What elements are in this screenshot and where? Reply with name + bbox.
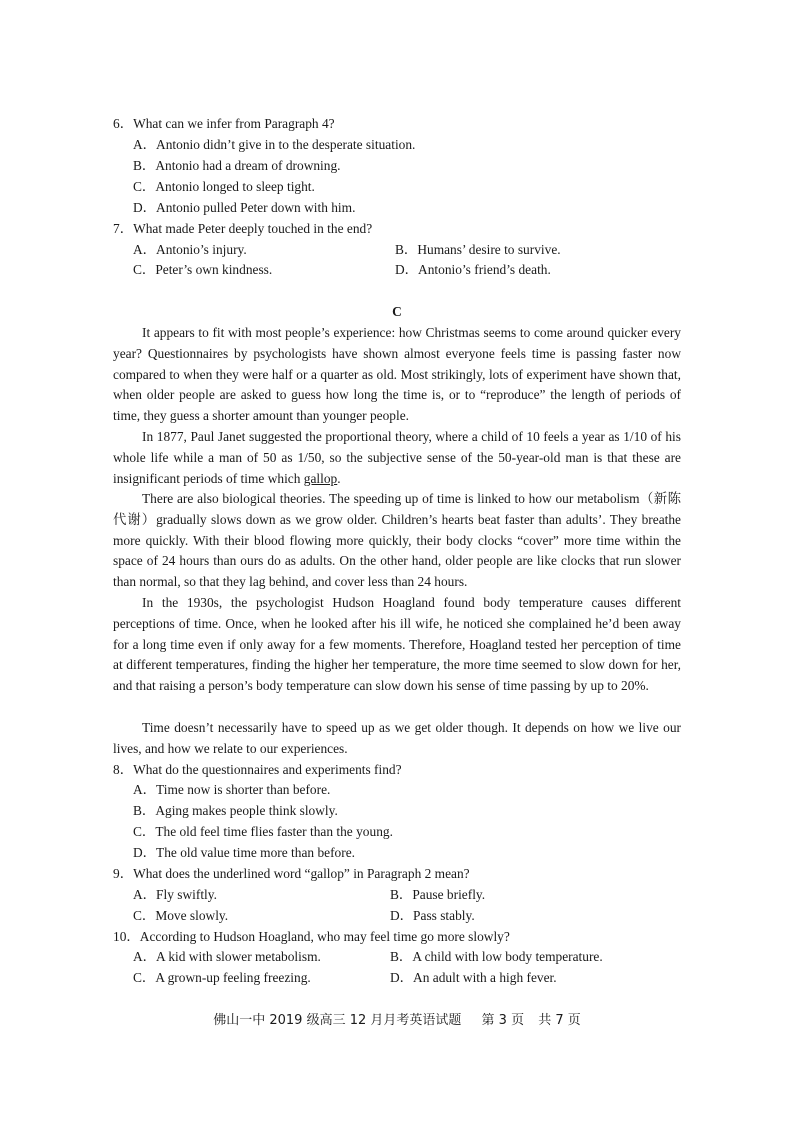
question-9-option-d: D．Pass stably. xyxy=(390,908,475,923)
question-8-option-b: B．Aging makes people think slowly. xyxy=(133,803,338,818)
question-10-option-c: C．A grown-up feeling freezing. xyxy=(133,970,311,985)
question-10-option-b: B．A child with low body temperature. xyxy=(390,949,603,964)
question-6-option-b: B．Antonio had a dream of drowning. xyxy=(133,158,341,173)
question-7-stem: 7．What made Peter deeply touched in the end? xyxy=(113,221,373,236)
page-footer xyxy=(0,1011,794,1031)
question-9-option-a: A．Fly swiftly. xyxy=(133,887,217,902)
question-9-option-c: C．Move slowly. xyxy=(133,908,229,923)
footer-page-number: 第 3 页 xyxy=(481,1013,525,1028)
question-6-stem: 6．What can we infer from Paragraph 4? xyxy=(113,116,335,131)
passage-paragraph-3: There are also biological theories. The speeding up of time is linked to how our metabolism（新陈代谢）gradually slows down as we grow older. Children’s hearts beat faster than adults’. They breathe more quickly. With their blood flowing more quickly, their body clocks “cover” more time within the space of 24 hours than ours do as adults. On the other hand, older people are like clocks that run slower than normal, so that they lag behind, and cover less than 24 hours. xyxy=(113,491,681,590)
question-6-option-d: D．Antonio pulled Peter down with him. xyxy=(133,200,356,215)
question-8-option-a: A．Time now is shorter than before. xyxy=(133,782,331,797)
question-9-stem: 9．What does the underlined word “gallop” in Paragraph 2 mean? xyxy=(113,866,470,881)
question-7-option-b: B．Humans’ desire to survive. xyxy=(395,242,561,257)
paragraph-2-text: In 1877, Paul Janet suggested the proportional theory, where a child of 10 feels a year as 1/10 of his whole life while a man of 50 as 1/50, so the subjective sense of the 50-year-old man is that these are insignificant periods of time which xyxy=(113,429,681,486)
question-10-stem: 10．According to Hudson Hoagland, who may feel time go more slowly? xyxy=(113,929,510,944)
passage-paragraph-5: Time doesn’t necessarily have to speed up as we get older though. It depends on how we live our lives, and how we relate to our experiences. xyxy=(113,720,681,756)
footer-exam-title: 佛山一中 2019 级高三 12 月月考英语试题 xyxy=(213,1013,462,1028)
question-7-option-a: A．Antonio’s injury. xyxy=(133,242,247,257)
question-8-stem: 8．What do the questionnaires and experiments find? xyxy=(113,762,402,777)
question-7-option-d: D．Antonio’s friend’s death. xyxy=(395,262,551,277)
question-8-option-c: C．The old feel time flies faster than the young. xyxy=(133,824,393,839)
section-title: C xyxy=(392,304,402,319)
question-10-option-d: D．An adult with a high fever. xyxy=(390,970,557,985)
passage-paragraph-2 xyxy=(113,427,681,489)
question-6-option-a: A．Antonio didn’t give in to the desperate situation. xyxy=(133,137,416,152)
passage-paragraph-1: It appears to fit with most people’s experience: how Christmas seems to come around quicker every year? Questionnaires by psychologists have shown almost everyone feels time is passing faster now compared to when they were half or a quarter as old. Most strikingly, lots of experiment have shown that, when older people are asked to guess how long the time is, or to “reproduce” the length of periods of time, they guess a shorter amount than younger people. xyxy=(113,325,681,424)
question-6-option-c: C．Antonio longed to sleep tight. xyxy=(133,179,315,194)
question-10-option-a: A．A kid with slower metabolism. xyxy=(133,949,321,964)
question-8-option-d: D．The old value time more than before. xyxy=(133,845,355,860)
footer-total-pages: 共 7 页 xyxy=(538,1013,581,1028)
question-9-option-b: B．Pause briefly. xyxy=(390,887,486,902)
paragraph-2-end: . xyxy=(337,470,341,486)
underlined-word-gallop: gallop xyxy=(303,470,338,486)
question-7-option-c: C．Peter’s own kindness. xyxy=(133,262,273,277)
passage-paragraph-4: In the 1930s, the psychologist Hudson Hoagland found body temperature causes different perceptions of time. Once, when he looked after his ill wife, he noticed she complained he’d been away for a long time even if only away for a few moments. Therefore, Hoagland tested her perception of time at different temperatures, finding the higher her temperature, the more time seemed to slow down for her, and that raising a person’s body temperature can slow down his sense of time passing by up to 20%. xyxy=(113,595,681,694)
